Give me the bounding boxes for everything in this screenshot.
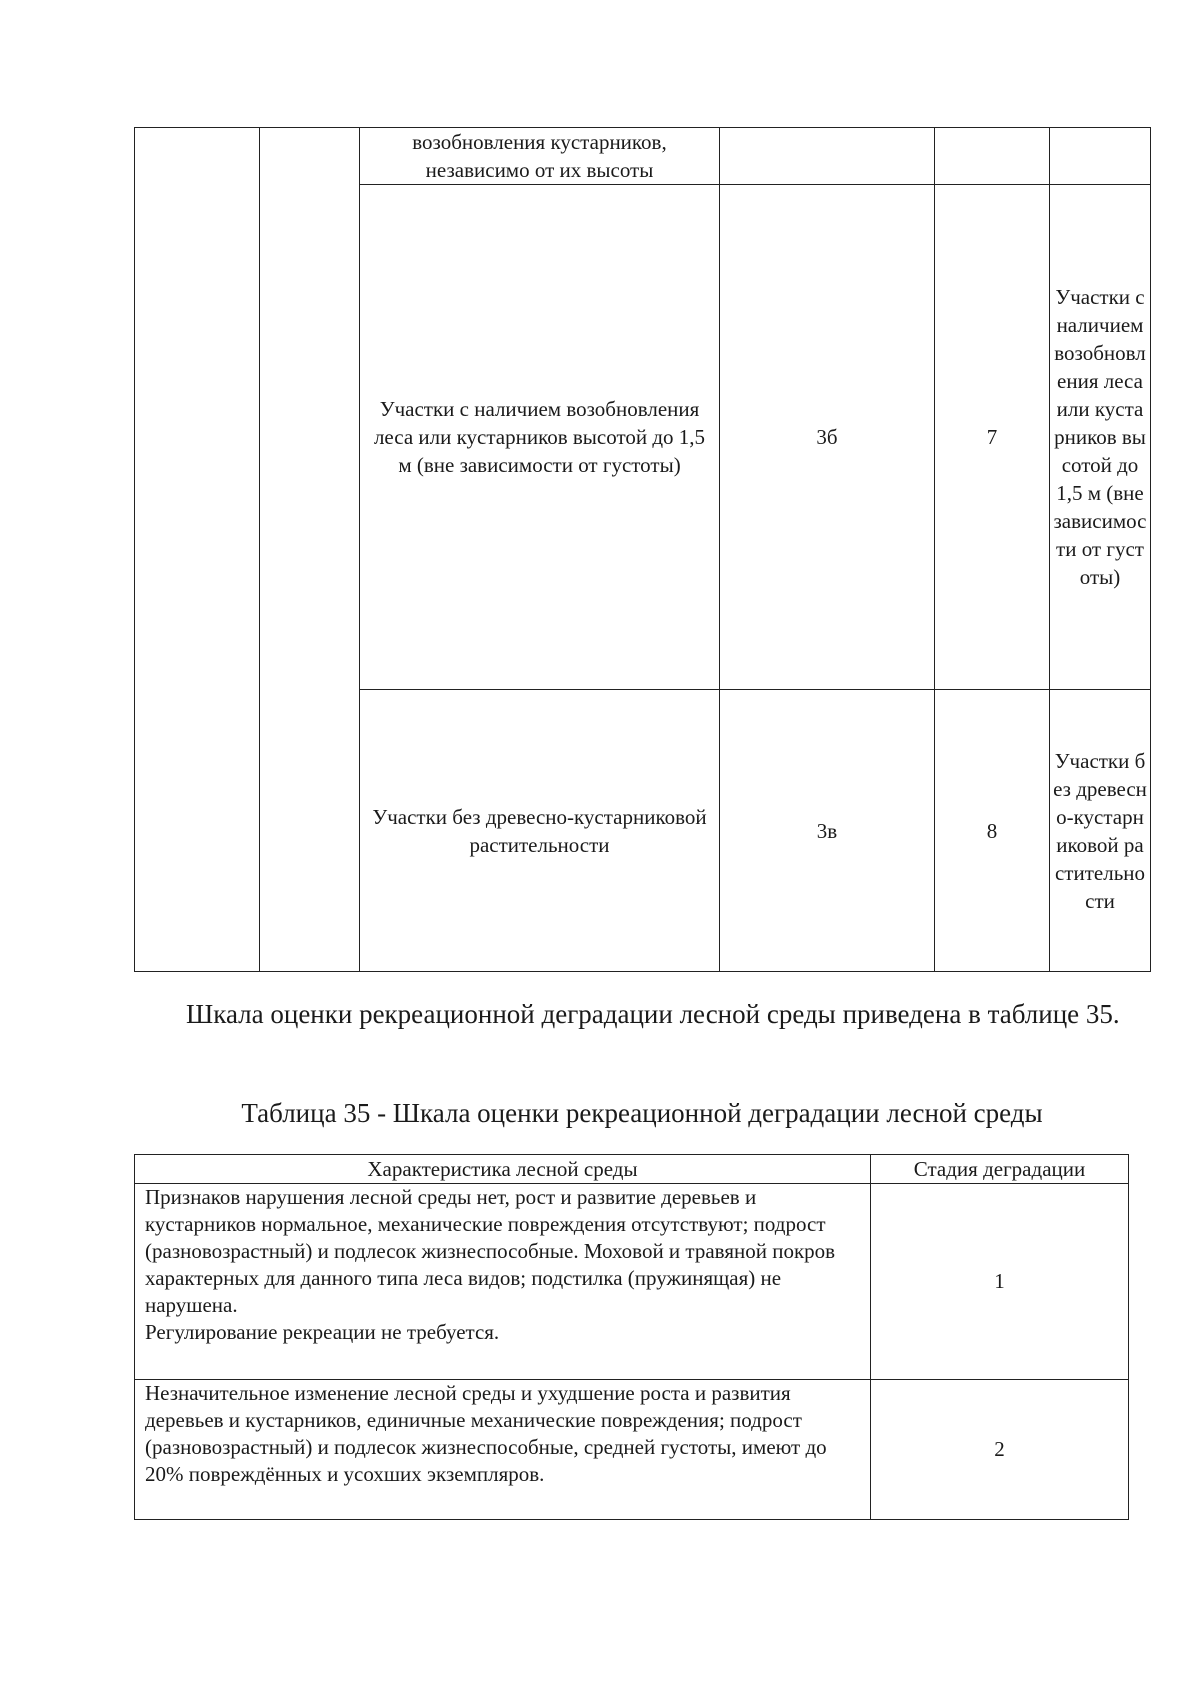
column-header-stage: Стадия деградации: [871, 1155, 1129, 1184]
table-row: [135, 1380, 1129, 1520]
degradation-scale-table: [134, 1154, 1129, 1520]
table-cell-number: 7: [935, 185, 1050, 690]
stage-cell: 1: [871, 1184, 1129, 1380]
empty-cell: [260, 128, 360, 972]
table-cell-number: 8: [935, 690, 1050, 972]
table-cell-description: Участки с наличием возобновления леса или кустарников высотой до 1,5 м (вне зависимости от густоты): [360, 185, 720, 690]
column-header-characteristic: Характеристика лесной среды: [135, 1155, 871, 1184]
table-cell-number: [935, 128, 1050, 185]
characteristic-cell: [135, 1380, 871, 1520]
characteristic-cell: [135, 1184, 871, 1380]
table-cell-description: Участки без древесно-кустарниковой растительности: [360, 690, 720, 972]
table-header-row: [135, 1155, 1129, 1184]
table-cell-code: 3б: [720, 185, 935, 690]
table-cell-note: Участки без древесно-кустарниковой растительности: [1050, 690, 1151, 972]
table-cell-note: Участки с наличием возобновления леса или кустарников высотой до 1,5 м (вне зависимости от густоты): [1050, 185, 1151, 690]
table-cell-description: возобновления кустарников, независимо от их высоты: [360, 128, 720, 185]
table-cell-code: [720, 128, 935, 185]
empty-cell: [135, 128, 260, 972]
vegetation-table: [134, 127, 1151, 972]
table-row: [135, 128, 1151, 185]
table-row: [135, 1184, 1129, 1380]
characteristic-text: Признаков нарушения лесной среды нет, рост и развитие деревьев и кустарников нормальное, механические повреждения отсутствуют; подрост (разновозрастный) и подлесок жизнеспособные. Моховой и травяной покров характерных для данного типа леса видов; подстилка (пружинящая) не нарушена.: [145, 1185, 836, 1317]
characteristic-note: Регулирование рекреации не требуется.: [145, 1320, 500, 1344]
table-cell-note: [1050, 128, 1151, 185]
table-caption: Таблица 35 - Шкала оценки рекреационной деградации лесной среды: [241, 1098, 1043, 1128]
table-cell-code: 3в: [720, 690, 935, 972]
characteristic-text: Незначительное изменение лесной среды и ухудшение роста и развития деревьев и кустарников, единичные механические повреждения; подрост (разновозрастный) и подлесок жизнеспособные, средней густоты, имеют до 20% повреждённых и усохших экземпляров.: [145, 1381, 827, 1486]
body-paragraph: Шкала оценки рекреационной деградации лесной среды приведена в таблице 35.: [186, 999, 1120, 1029]
stage-cell: 2: [871, 1380, 1129, 1520]
